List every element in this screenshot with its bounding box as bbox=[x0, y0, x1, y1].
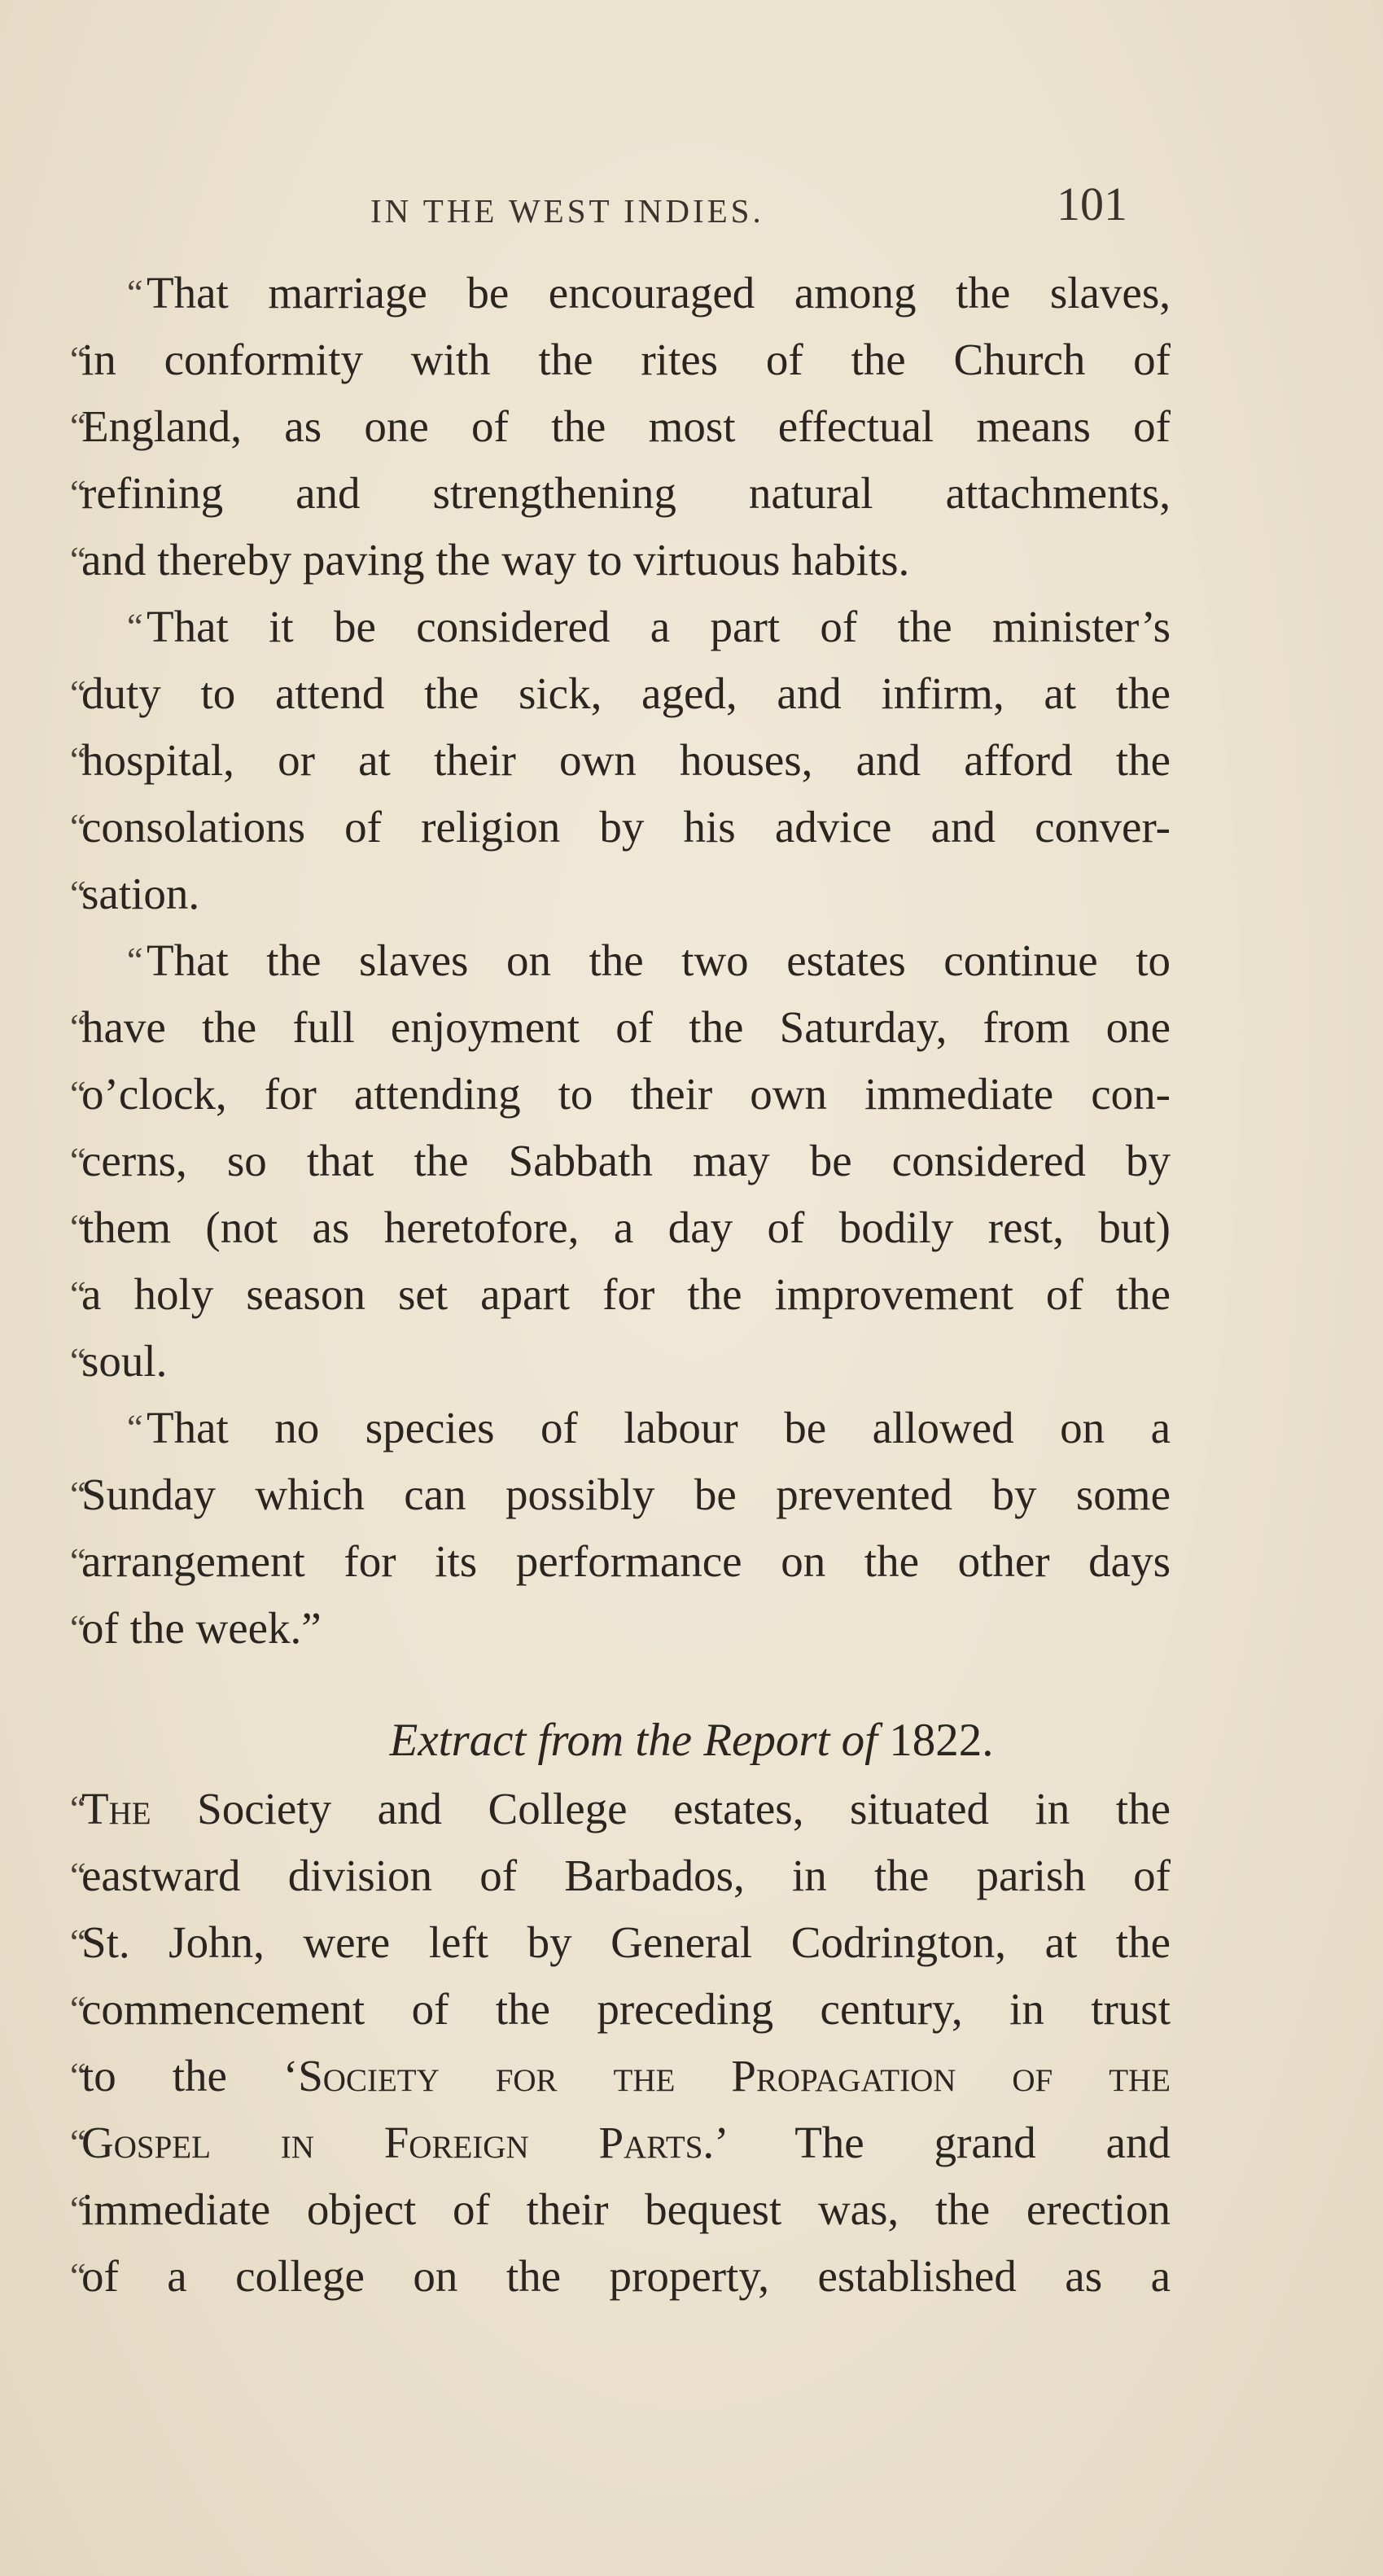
text-line bbox=[0, 1461, 1383, 1529]
line-text-rest: Society and College estates, situated in the bbox=[197, 1784, 1171, 1833]
page-number: 101 bbox=[1057, 177, 1127, 230]
line-text: have the full enjoyment of the Saturday, from one bbox=[81, 1002, 1171, 1052]
quote-mark: “ bbox=[70, 1141, 86, 1181]
section-heading bbox=[0, 1706, 1383, 1775]
line-text: soul. bbox=[81, 1336, 168, 1386]
quote-mark: “ bbox=[70, 540, 86, 580]
line-text: That the slaves on the two estates continue to bbox=[147, 935, 1171, 985]
line-text: of a college on the property, established as a bbox=[81, 2251, 1171, 2301]
text-line bbox=[0, 793, 1383, 861]
line-text: Sunday which can possibly be prevented by some bbox=[81, 1470, 1171, 1519]
line-text: hospital, or at their own houses, and afford the bbox=[81, 735, 1171, 785]
line-text-post: ’ The grand and bbox=[714, 2118, 1171, 2167]
text-line bbox=[0, 1394, 1383, 1462]
line-text: eastward division of Barbados, in the parish of bbox=[81, 1851, 1171, 1900]
text-line bbox=[0, 1775, 1383, 1843]
text-line bbox=[0, 1975, 1383, 2044]
quote-mark: “ bbox=[70, 1474, 86, 1514]
text-line bbox=[0, 326, 1383, 394]
quote-mark: “ bbox=[70, 807, 86, 847]
text-line bbox=[0, 2109, 1383, 2177]
quote-mark: “ bbox=[127, 1408, 143, 1448]
line-text bbox=[81, 1775, 1171, 1843]
text-line bbox=[0, 659, 1383, 728]
line-text: arrangement for its performance on the other days bbox=[81, 1536, 1171, 1586]
text-line bbox=[0, 1260, 1383, 1329]
text-line bbox=[0, 860, 1383, 928]
text-line bbox=[0, 526, 1383, 594]
text-line bbox=[0, 392, 1383, 461]
quote-mark: “ bbox=[70, 2189, 86, 2229]
line-text: o’clock, for attending to their own immediate con- bbox=[81, 1069, 1171, 1119]
quote-mark: “ bbox=[70, 2056, 86, 2096]
quote-mark: “ bbox=[70, 1274, 86, 1314]
line-text: in conformity with the rites of the Church of bbox=[81, 335, 1171, 384]
line-text: sation. bbox=[81, 869, 200, 918]
quote-mark: “ bbox=[70, 2256, 86, 2296]
quote-mark: “ bbox=[70, 340, 86, 379]
quote-mark: “ bbox=[70, 1789, 86, 1829]
small-caps-word: The bbox=[81, 1784, 151, 1833]
quote-mark: “ bbox=[70, 740, 86, 780]
text-line bbox=[0, 259, 1383, 327]
quote-mark: “ bbox=[70, 1007, 86, 1047]
text-line bbox=[0, 1842, 1383, 1910]
line-text: and thereby paving the way to virtuous habits. bbox=[81, 535, 910, 585]
quote-mark: “ bbox=[70, 1074, 86, 1114]
quote-mark: “ bbox=[70, 2123, 86, 2162]
text-line bbox=[0, 993, 1383, 1062]
text-line bbox=[0, 593, 1383, 661]
line-text-pre: to the ‘ bbox=[81, 2051, 299, 2101]
line-text: That no species of labour be allowed on a bbox=[147, 1403, 1171, 1452]
text-line bbox=[0, 1908, 1383, 1977]
quote-mark: “ bbox=[70, 1989, 86, 2029]
text-line bbox=[0, 1594, 1383, 1663]
line-text: duty to attend the sick, aged, and infirm, at the bbox=[81, 668, 1171, 718]
text-line bbox=[0, 1060, 1383, 1128]
line-text: of the week.” bbox=[81, 1603, 322, 1653]
line-text: England, as one of the most effectual means of bbox=[81, 401, 1171, 451]
text-line bbox=[0, 2042, 1383, 2110]
running-head: IN THE WEST INDIES. bbox=[370, 192, 764, 230]
text-line bbox=[0, 2175, 1383, 2244]
line-text: consolations of religion by his advice and conver- bbox=[81, 802, 1171, 852]
text-line bbox=[0, 1194, 1383, 1262]
quote-mark: “ bbox=[70, 1541, 86, 1581]
quote-mark: “ bbox=[127, 607, 143, 646]
quote-mark: “ bbox=[70, 673, 86, 713]
line-text: them (not as heretofore, a day of bodily rest, but) bbox=[81, 1203, 1171, 1252]
text-line bbox=[0, 459, 1383, 528]
text-line bbox=[0, 726, 1383, 795]
line-text: That marriage be encouraged among the slaves, bbox=[147, 268, 1171, 318]
line-text: cerns, so that the Sabbath may be considered by bbox=[81, 1136, 1171, 1185]
section-heading-italic: Extract from the Report of bbox=[389, 1715, 878, 1766]
quote-mark: “ bbox=[70, 473, 86, 513]
text-line bbox=[0, 927, 1383, 995]
text-line bbox=[0, 1127, 1383, 1195]
quote-mark: “ bbox=[127, 940, 143, 980]
quote-mark: “ bbox=[70, 874, 86, 913]
line-text bbox=[81, 2042, 1171, 2110]
small-caps-phrase: Gospel in Foreign Parts. bbox=[81, 2118, 715, 2167]
quote-mark: “ bbox=[70, 1207, 86, 1247]
line-text: commencement of the preceding century, in trust bbox=[81, 1984, 1171, 2034]
text-line bbox=[0, 1527, 1383, 1596]
line-text bbox=[81, 2109, 1171, 2177]
page-header bbox=[0, 167, 1383, 240]
quote-mark: “ bbox=[70, 1341, 86, 1381]
quote-mark: “ bbox=[70, 1608, 86, 1648]
line-text: a holy season set apart for the improvement of the bbox=[81, 1269, 1171, 1319]
small-caps-phrase: Society for the Propagation of the bbox=[298, 2051, 1171, 2101]
quote-mark: “ bbox=[70, 1855, 86, 1895]
text-line bbox=[0, 2242, 1383, 2311]
quote-mark: “ bbox=[70, 1922, 86, 1962]
quote-mark: “ bbox=[70, 406, 86, 446]
quote-mark: “ bbox=[127, 273, 143, 313]
text-line bbox=[0, 1327, 1383, 1395]
line-text: refining and strengthening natural attachments, bbox=[81, 468, 1171, 518]
line-text: St. John, were left by General Codrington, at the bbox=[81, 1917, 1171, 1967]
line-text: That it be considered a part of the minister’s bbox=[147, 602, 1171, 651]
section-heading-year: 1822. bbox=[889, 1715, 994, 1766]
line-text: immediate object of their bequest was, the erection bbox=[81, 2184, 1171, 2234]
